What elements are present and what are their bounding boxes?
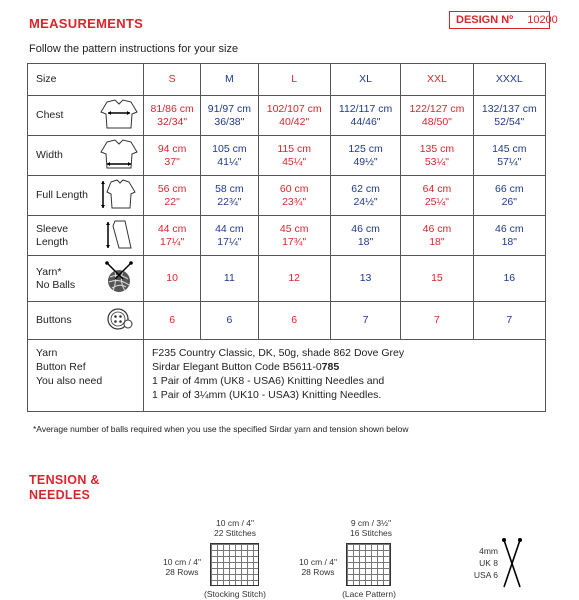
info-row <box>28 340 546 412</box>
swatch2-side-label <box>295 557 341 577</box>
yarn-xxl: 15 <box>401 256 473 302</box>
width-xxl-in: 53¼" <box>424 155 449 168</box>
full-length-m-in: 22¾" <box>217 195 242 208</box>
sleeve-length-l-cm: 45 cm <box>279 222 309 235</box>
full-length-xxl-in: 25¼" <box>424 195 449 208</box>
size-s: S <box>144 64 201 96</box>
width-xl <box>330 136 400 176</box>
full-length-row <box>28 176 546 216</box>
yarn-label-line2: No Balls <box>36 278 76 291</box>
yarn-l: 12 <box>258 256 330 302</box>
full-length-xxl-cm: 64 cm <box>422 182 452 195</box>
sleeve-length-m <box>201 216 258 256</box>
width-xxl <box>401 136 473 176</box>
swatch2-grid <box>346 543 391 586</box>
sleeve-length-s <box>144 216 201 256</box>
width-icon <box>96 136 144 176</box>
sleeve-length-xxxl <box>473 216 545 256</box>
swatch1-stitches: 22 Stitches <box>213 528 257 538</box>
buttons-xxxl: 7 <box>473 302 545 340</box>
width-s-in: 37" <box>164 155 180 168</box>
sleeve-length-xxl <box>401 216 473 256</box>
chest-xxl-in: 48/50" <box>421 115 452 128</box>
chest-xxl <box>401 96 473 136</box>
tension-title-line2: NEEDLES <box>29 488 91 502</box>
full-length-xl-cm: 62 cm <box>351 182 380 195</box>
width-xxxl-in: 57¼" <box>497 155 522 168</box>
chest-l-cm: 102/107 cm <box>266 102 322 115</box>
width-xxxl-cm: 145 cm <box>492 142 527 155</box>
needle-size-usa: USA 6 <box>473 570 498 580</box>
swatch1-grid <box>210 543 259 586</box>
full-length-l <box>258 176 330 216</box>
chest-m <box>201 96 258 136</box>
info-label-button-ref: Button Ref <box>36 361 86 373</box>
full-length-m <box>201 176 258 216</box>
sleeve-length-xxxl-in: 18" <box>501 235 517 248</box>
sleeve-length-xl <box>330 216 400 256</box>
chest-xl-cm: 112/117 cm <box>338 102 393 115</box>
button-icon <box>96 302 144 340</box>
full-length-l-cm: 60 cm <box>279 182 309 195</box>
info-yarn-value: F235 Country Classic, DK, 50g, shade 862 Dove Grey <box>152 347 405 359</box>
width-l-cm: 115 cm <box>277 142 312 155</box>
chest-xl <box>330 96 400 136</box>
yarn-xl: 13 <box>330 256 400 302</box>
sleeve-length-m-cm: 44 cm <box>215 222 244 235</box>
buttons-m: 6 <box>201 302 258 340</box>
size-row <box>28 64 546 96</box>
buttons-label: Buttons <box>28 302 96 340</box>
width-m-cm: 105 cm <box>212 142 247 155</box>
buttons-row <box>28 302 546 340</box>
chest-xxxl <box>473 96 545 136</box>
info-button-ref-value <box>152 360 545 374</box>
yarn-s: 10 <box>144 256 201 302</box>
chest-xxxl-cm: 132/137 cm <box>481 102 537 115</box>
button-ref-code: Sirdar Elegant Button Code B5611-0 <box>152 361 322 373</box>
sleeve-length-xxl-in: 18" <box>429 235 445 248</box>
info-values <box>144 340 546 412</box>
sleeve-length-icon <box>96 216 144 256</box>
full-length-icon <box>96 176 144 216</box>
swatch2-width: 9 cm / 3½" <box>350 518 392 528</box>
page-title: MEASUREMENTS <box>29 16 144 31</box>
tension-title <box>29 473 100 503</box>
chest-label: Chest <box>28 96 96 136</box>
needle-sizes <box>470 545 498 581</box>
chest-icon <box>96 96 144 136</box>
swatch2-stitches: 16 Stitches <box>349 528 393 538</box>
width-xxl-cm: 135 cm <box>419 142 455 155</box>
info-label-also-need: You also need <box>36 375 103 387</box>
width-label: Width <box>28 136 96 176</box>
buttons-xl: 7 <box>330 302 400 340</box>
chest-s <box>144 96 201 136</box>
width-l <box>258 136 330 176</box>
sleeve-length-xxxl-cm: 46 cm <box>495 222 524 235</box>
sleeve-length-s-in: 17¼" <box>160 235 185 248</box>
chest-m-cm: 91/97 cm <box>207 102 251 115</box>
design-label: DESIGN Nº <box>456 14 514 26</box>
info-needles-1: 1 Pair of 4mm (UK8 - USA6) Knitting Needles and <box>152 375 385 387</box>
tension-title-line1: TENSION & <box>29 473 100 487</box>
swatch1-height: 10 cm / 4" <box>163 557 201 567</box>
chest-row <box>28 96 546 136</box>
needle-size-mm: 4mm <box>479 546 498 556</box>
full-length-xxxl-cm: 66 cm <box>495 182 524 195</box>
knitting-needles-icon <box>500 537 524 589</box>
chest-l-in: 40/42" <box>279 115 310 128</box>
swatch1-width: 10 cm / 4" <box>216 518 254 528</box>
swatch1-top-label <box>205 518 265 538</box>
swatch2-rows: 28 Rows <box>301 567 335 577</box>
sleeve-length-xl-in: 18" <box>357 235 374 248</box>
chest-xxxl-in: 52/54" <box>494 115 525 128</box>
size-xxxl: XXXL <box>473 64 545 96</box>
full-length-xxl <box>401 176 473 216</box>
sleeve-length-xl-cm: 46 cm <box>351 222 380 235</box>
button-ref-code-bold: 785 <box>321 361 340 373</box>
buttons-l: 6 <box>258 302 330 340</box>
width-m-in: 41¼" <box>217 155 242 168</box>
sleeve-length-xxl-cm: 46 cm <box>422 222 452 235</box>
swatch1-caption: (Stocking Stitch) <box>204 589 266 599</box>
yarn-label <box>28 256 96 302</box>
width-xl-in: 49½" <box>353 155 378 168</box>
design-number: 10200 <box>527 14 558 26</box>
yarn-row <box>28 256 546 302</box>
chest-xxl-cm: 122/127 cm <box>409 102 465 115</box>
width-xxxl <box>473 136 545 176</box>
buttons-xxl: 7 <box>401 302 473 340</box>
full-length-label: Full Length <box>28 176 96 216</box>
yarn-ball-icon <box>96 256 144 302</box>
full-length-s-in: 22" <box>164 195 180 208</box>
size-label: Size <box>28 64 144 96</box>
size-m: M <box>201 64 258 96</box>
size-xxl: XXL <box>401 64 473 96</box>
sleeve-length-s-cm: 44 cm <box>157 222 187 235</box>
measurements-table <box>27 63 546 412</box>
chest-m-in: 36/38" <box>214 115 245 128</box>
chest-xl-in: 44/46" <box>350 115 381 128</box>
width-xl-cm: 125 cm <box>348 142 383 155</box>
width-row <box>28 136 546 176</box>
chest-l <box>258 96 330 136</box>
swatch1-rows: 28 Rows <box>165 567 199 577</box>
chest-s-cm: 81/86 cm <box>150 102 194 115</box>
buttons-s: 6 <box>144 302 201 340</box>
needle-size-uk: UK 8 <box>479 558 498 568</box>
design-number-box <box>449 11 558 29</box>
footnote: *Average number of balls required when you use the specified Sirdar yarn and tension shown below <box>33 424 409 434</box>
full-length-s-cm: 56 cm <box>157 182 187 195</box>
full-length-xl-in: 24½" <box>353 195 378 208</box>
sleeve-length-l <box>258 216 330 256</box>
info-needles-2: 1 Pair of 3¼mm (UK10 - USA3) Knitting Needles. <box>152 389 382 401</box>
size-xl: XL <box>330 64 400 96</box>
sleeve-length-label: Sleeve Length <box>28 216 96 256</box>
full-length-s <box>144 176 201 216</box>
width-s <box>144 136 201 176</box>
full-length-xxxl <box>473 176 545 216</box>
intro-text: Follow the pattern instructions for your size <box>29 43 239 55</box>
yarn-label-line1: Yarn* <box>36 265 62 278</box>
sleeve-length-l-in: 17¾" <box>282 235 307 248</box>
swatch2-caption: (Lace Pattern) <box>342 589 396 599</box>
yarn-m: 11 <box>201 256 258 302</box>
sleeve-length-m-in: 17¼" <box>217 235 242 248</box>
full-length-xl <box>330 176 400 216</box>
sleeve-length-row <box>28 216 546 256</box>
full-length-l-in: 23¾" <box>282 195 307 208</box>
full-length-xxxl-in: 26" <box>501 195 517 208</box>
yarn-xxxl: 16 <box>473 256 545 302</box>
swatch2-top-label <box>341 518 401 538</box>
info-label-yarn: Yarn <box>36 347 58 359</box>
size-l: L <box>258 64 330 96</box>
chest-s-in: 32/34" <box>157 115 188 128</box>
swatch2-height: 10 cm / 4" <box>299 557 337 567</box>
swatch1-side-label <box>159 557 205 577</box>
width-m <box>201 136 258 176</box>
width-l-in: 45¼" <box>282 155 307 168</box>
info-labels <box>28 340 144 412</box>
full-length-m-cm: 58 cm <box>215 182 244 195</box>
width-s-cm: 94 cm <box>157 142 187 155</box>
